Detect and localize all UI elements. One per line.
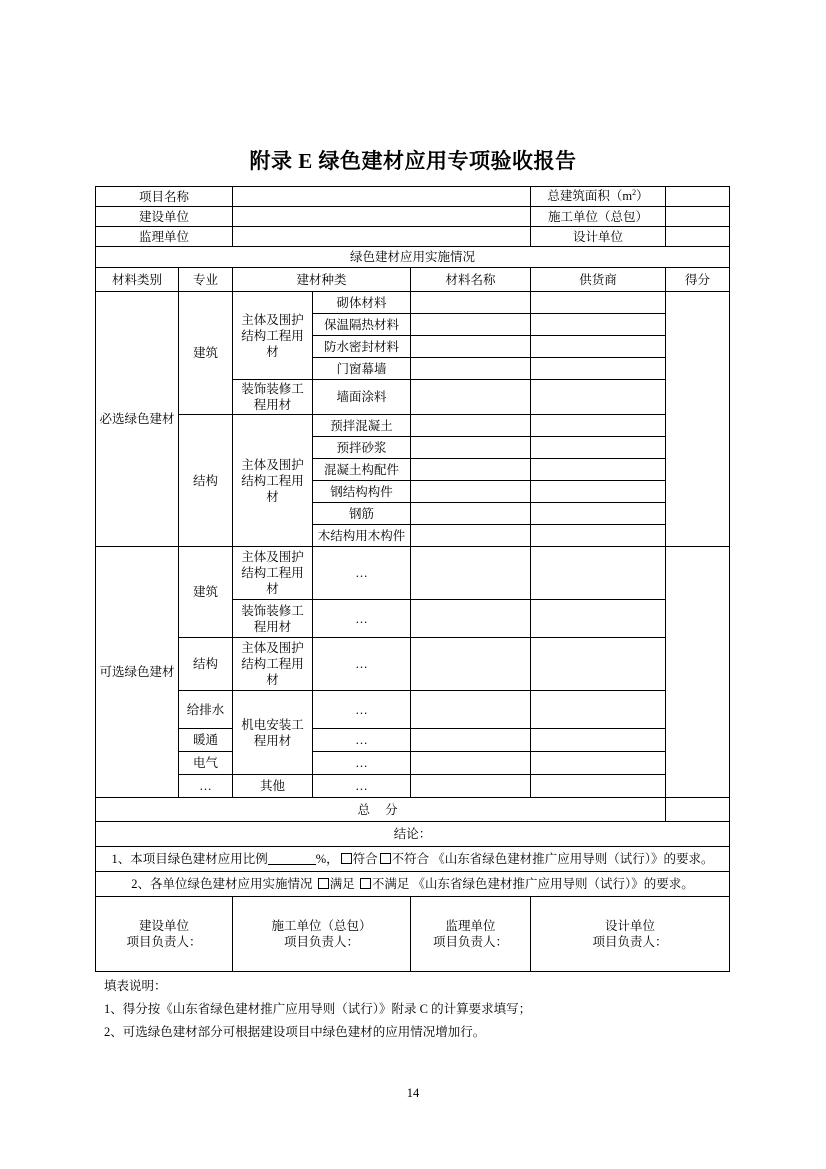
conclusion-2-prefix: 2、各单位绿色建材应用实施情况 xyxy=(131,877,313,891)
material-item-placeholder: … xyxy=(313,600,411,638)
signature-unit-label: 监理单位 xyxy=(445,919,496,933)
conclusion-1-mid: %， xyxy=(315,852,339,866)
checkbox-not-conform[interactable] xyxy=(380,853,391,864)
material-item: 钢结构构件 xyxy=(313,481,411,503)
material-name-cell[interactable] xyxy=(411,415,531,437)
material-item: 混凝土构配件 xyxy=(313,459,411,481)
material-name-cell[interactable] xyxy=(411,292,531,314)
design-unit-value[interactable] xyxy=(666,227,730,247)
material-type-structure-opt: 主体及围护结构工程用材 xyxy=(233,547,313,600)
supplier-cell[interactable] xyxy=(531,525,666,547)
discipline-jianzhu-opt: 建筑 xyxy=(179,547,233,638)
material-item: 预拌砂浆 xyxy=(313,437,411,459)
material-item: 墙面涂料 xyxy=(313,380,411,415)
supplier-cell[interactable] xyxy=(531,336,666,358)
discipline-dianqi: 电气 xyxy=(179,752,233,775)
conclusion-1-opt2: 不符合 xyxy=(391,852,430,866)
table-row xyxy=(96,187,730,207)
table-row xyxy=(96,872,730,897)
material-name-cell[interactable] xyxy=(411,691,531,729)
header-material-name: 材料名称 xyxy=(411,268,531,292)
conclusion-item-1 xyxy=(96,847,730,872)
material-name-cell[interactable] xyxy=(411,314,531,336)
material-name-cell[interactable] xyxy=(411,503,531,525)
supplier-cell[interactable] xyxy=(531,437,666,459)
total-area-label: 总建筑面积$(m^2)$ xyxy=(531,187,666,207)
acceptance-report-table xyxy=(95,186,730,972)
signature-person-label: 项目负责人： xyxy=(126,935,202,949)
page-number: 14 xyxy=(406,1086,420,1100)
conclusion-heading: 结论： xyxy=(96,822,730,847)
material-type-structure-opt: 主体及围护结构工程用材 xyxy=(233,638,313,691)
supplier-cell[interactable] xyxy=(531,380,666,415)
supervision-unit-label: 监理单位 xyxy=(96,227,233,247)
table-row xyxy=(96,247,730,268)
signature-unit-label: 建设单位 xyxy=(139,919,190,933)
material-name-cell[interactable] xyxy=(411,547,531,600)
category-mandatory: 必选绿色建材 xyxy=(96,292,179,547)
table-row-signatures xyxy=(96,897,730,972)
material-name-cell[interactable] xyxy=(411,752,531,775)
conclusion-1-opt1: 符合 xyxy=(352,852,378,866)
conclusion-item-2 xyxy=(96,872,730,897)
material-type-structure: 主体及围护结构工程用材 xyxy=(233,415,313,547)
table-row xyxy=(96,638,730,691)
material-name-cell[interactable] xyxy=(411,358,531,380)
note-item-1: 1、得分按《山东省绿色建材推广应用导则（试行）》附录 C 的计算要求填写； xyxy=(104,1002,532,1017)
table-row xyxy=(96,847,730,872)
signature-block-design[interactable] xyxy=(531,897,730,972)
conclusion-1-prefix: 1、本项目绿色建材应用比例 xyxy=(111,852,268,866)
material-type-mep: 机电安装工程用材 xyxy=(233,691,313,775)
ratio-blank-field[interactable] xyxy=(268,853,316,865)
material-item-placeholder: … xyxy=(313,775,411,798)
checkbox-satisfy[interactable] xyxy=(318,878,329,889)
table-row xyxy=(96,775,730,798)
material-name-cell[interactable] xyxy=(411,525,531,547)
supplier-cell[interactable] xyxy=(531,638,666,691)
material-item-placeholder: … xyxy=(313,729,411,752)
supplier-cell[interactable] xyxy=(531,600,666,638)
material-name-cell[interactable] xyxy=(411,729,531,752)
discipline-jiegou: 结构 xyxy=(179,415,233,547)
material-name-cell[interactable] xyxy=(411,336,531,358)
signature-person-label: 项目负责人： xyxy=(284,935,360,949)
material-item: 木结构用木构件 xyxy=(313,525,411,547)
header-discipline: 专业 xyxy=(179,268,233,292)
supervision-unit-value[interactable] xyxy=(233,227,531,247)
header-category: 材料类别 xyxy=(96,268,179,292)
supplier-cell[interactable] xyxy=(531,292,666,314)
supplier-cell[interactable] xyxy=(531,459,666,481)
conclusion-2-suffix: 《山东省绿色建材推广应用导则（试行）》的要求。 xyxy=(412,877,694,891)
supplier-cell[interactable] xyxy=(531,691,666,729)
score-cell-mandatory[interactable] xyxy=(666,292,730,547)
table-header-row xyxy=(96,268,730,292)
header-material-type: 建材种类 xyxy=(233,268,411,292)
signature-person-label: 项目负责人： xyxy=(433,935,509,949)
section-title: 绿色建材应用实施情况 xyxy=(96,247,730,268)
checkbox-not-satisfy[interactable] xyxy=(360,878,371,889)
table-row xyxy=(96,752,730,775)
material-type-structure: 主体及围护结构工程用材 xyxy=(233,292,313,380)
supplier-cell[interactable] xyxy=(531,314,666,336)
material-name-cell[interactable] xyxy=(411,638,531,691)
contractor-label: 施工单位（总包） xyxy=(531,207,666,227)
material-item-placeholder: … xyxy=(313,691,411,729)
material-item: 预拌混凝土 xyxy=(313,415,411,437)
material-item: 门窗幕墙 xyxy=(313,358,411,380)
signature-block-construction[interactable] xyxy=(96,897,233,972)
table-row xyxy=(96,415,730,437)
signature-unit-label: 设计单位 xyxy=(605,919,656,933)
supplier-cell[interactable] xyxy=(531,775,666,798)
table-row xyxy=(96,822,730,847)
discipline-jianzhu: 建筑 xyxy=(179,292,233,415)
material-item: 防水密封材料 xyxy=(313,336,411,358)
table-row xyxy=(96,691,730,729)
note-item-2: 2、可选绿色建材部分可根据建设项目中绿色建材的应用情况增加行。 xyxy=(104,1025,486,1040)
material-name-cell[interactable] xyxy=(411,380,531,415)
design-unit-label: 设计单位 xyxy=(531,227,666,247)
table-row xyxy=(96,227,730,247)
score-cell-optional[interactable] xyxy=(666,547,730,798)
supplier-cell[interactable] xyxy=(531,752,666,775)
material-item-placeholder: … xyxy=(313,547,411,600)
discipline-other: … xyxy=(179,775,233,798)
checkbox-conform[interactable] xyxy=(341,853,352,864)
material-type-decoration-opt: 装饰装修工程用材 xyxy=(233,600,313,638)
material-name-cell[interactable] xyxy=(411,437,531,459)
table-row xyxy=(96,292,730,314)
project-name-label: 项目名称 xyxy=(96,187,233,207)
material-item: 砌体材料 xyxy=(313,292,411,314)
conclusion-1-suffix: 《山东省绿色建材推广应用导则（试行）》的要求。 xyxy=(432,852,714,866)
material-item: 保温隔热材料 xyxy=(313,314,411,336)
form-notes xyxy=(104,975,764,1044)
signature-unit-label: 施工单位（总包） xyxy=(271,919,372,933)
material-name-cell[interactable] xyxy=(411,775,531,798)
table-row xyxy=(96,729,730,752)
signature-block-supervision[interactable] xyxy=(411,897,531,972)
total-score-value[interactable] xyxy=(666,798,730,822)
header-supplier: 供货商 xyxy=(531,268,666,292)
material-item: 钢筋 xyxy=(313,503,411,525)
total-area-value[interactable] xyxy=(666,187,730,207)
supplier-cell[interactable] xyxy=(531,547,666,600)
discipline-jiegou-opt: 结构 xyxy=(179,638,233,691)
conclusion-2-opt1: 满足 xyxy=(329,877,355,891)
supplier-cell[interactable] xyxy=(531,415,666,437)
signature-person-label: 项目负责人： xyxy=(592,935,668,949)
conclusion-2-opt2: 不满足 xyxy=(371,877,410,891)
material-item-placeholder: … xyxy=(313,638,411,691)
material-name-cell[interactable] xyxy=(411,600,531,638)
signature-block-contractor[interactable] xyxy=(233,897,411,972)
material-name-cell[interactable] xyxy=(411,481,531,503)
supplier-cell[interactable] xyxy=(531,358,666,380)
material-name-cell[interactable] xyxy=(411,459,531,481)
table-row xyxy=(96,207,730,227)
total-score-label: 总 分 xyxy=(96,798,666,822)
construction-unit-label: 建设单位 xyxy=(96,207,233,227)
contractor-value[interactable] xyxy=(666,207,730,227)
material-item-placeholder: … xyxy=(313,752,411,775)
project-name-value[interactable] xyxy=(233,187,531,207)
supplier-cell[interactable] xyxy=(531,503,666,525)
discipline-nuantong: 暖通 xyxy=(179,729,233,752)
material-type-other: 其他 xyxy=(233,775,313,798)
construction-unit-value[interactable] xyxy=(233,207,531,227)
table-row xyxy=(96,547,730,600)
discipline-jipaishui: 给排水 xyxy=(179,691,233,729)
supplier-cell[interactable] xyxy=(531,729,666,752)
supplier-cell[interactable] xyxy=(531,481,666,503)
category-optional: 可选绿色建材 xyxy=(96,547,179,798)
table-row-total xyxy=(96,798,730,822)
header-score: 得分 xyxy=(666,268,730,292)
page-title: 附录 E 绿色建材应用专项验收报告 xyxy=(249,149,577,173)
notes-heading: 填表说明： xyxy=(104,979,167,993)
material-type-decoration: 装饰装修工程用材 xyxy=(233,380,313,415)
